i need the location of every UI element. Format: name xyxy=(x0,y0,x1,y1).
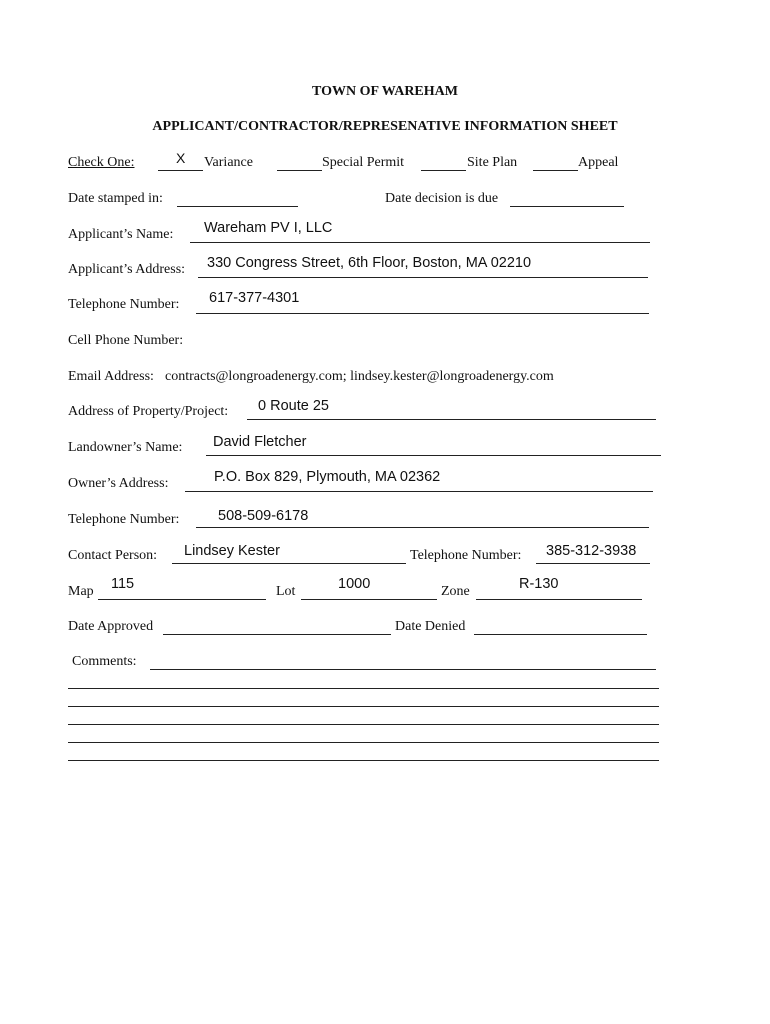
variance-check-mark: X xyxy=(176,150,186,166)
form-subtitle: APPLICANT/CONTRACTOR/REPRESENATIVE INFORMATION SHEET xyxy=(152,119,618,134)
telephone-field[interactable]: 617-377-4301 xyxy=(209,290,300,306)
property-address-underline xyxy=(247,419,656,420)
telephone-label: Telephone Number: xyxy=(68,297,180,312)
owner-address-label: Owner’s Address: xyxy=(68,476,169,491)
appeal-blank[interactable] xyxy=(533,170,578,171)
contact-person-underline xyxy=(172,563,406,564)
applicant-address-field[interactable]: 330 Congress Street, 6th Floor, Boston, MA 02210 xyxy=(207,255,532,271)
contact-person-label: Contact Person: xyxy=(68,548,158,563)
contact-person-field[interactable]: Lindsey Kester xyxy=(184,543,280,559)
comments-label: Comments: xyxy=(72,654,137,669)
option-variance: Variance xyxy=(204,155,253,170)
landowner-name-underline xyxy=(206,455,661,456)
option-appeal: Appeal xyxy=(578,155,619,170)
option-site-plan: Site Plan xyxy=(467,155,518,170)
option-special-permit: Special Permit xyxy=(322,155,405,170)
contact-telephone-label: Telephone Number: xyxy=(410,548,522,563)
contact-telephone-underline xyxy=(536,563,650,564)
email-label: Email Address: xyxy=(68,369,154,384)
property-address-label: Address of Property/Project: xyxy=(68,404,229,419)
contact-telephone-field[interactable]: 385-312-3938 xyxy=(546,543,637,559)
date-stamped-label: Date stamped in: xyxy=(68,191,163,206)
comments-line-1[interactable] xyxy=(150,669,656,670)
owner-telephone-underline xyxy=(196,527,649,528)
comments-line-6[interactable] xyxy=(68,760,659,761)
lot-field[interactable]: 1000 xyxy=(338,576,371,592)
zone-field[interactable]: R-130 xyxy=(519,576,559,592)
comments-line-3[interactable] xyxy=(68,706,659,707)
special-permit-blank[interactable] xyxy=(277,170,322,171)
date-approved-label: Date Approved xyxy=(68,619,154,634)
email-field[interactable]: contracts@longroadenergy.com; lindsey.kester@longroadenergy.com xyxy=(165,369,554,384)
property-address-field[interactable]: 0 Route 25 xyxy=(258,398,329,414)
date-denied-field[interactable] xyxy=(474,634,647,635)
variance-blank[interactable] xyxy=(158,170,203,171)
applicant-address-label: Applicant’s Address: xyxy=(68,262,186,277)
landowner-name-label: Landowner’s Name: xyxy=(68,440,183,455)
date-stamped-field[interactable] xyxy=(177,206,298,207)
telephone-underline xyxy=(196,313,649,314)
date-decision-field[interactable] xyxy=(510,206,624,207)
zone-label: Zone xyxy=(441,584,470,599)
date-denied-label: Date Denied xyxy=(395,619,466,634)
comments-line-2[interactable] xyxy=(68,688,659,689)
owner-address-underline xyxy=(185,491,653,492)
owner-address-field[interactable]: P.O. Box 829, Plymouth, MA 02362 xyxy=(214,469,441,485)
map-field[interactable]: 115 xyxy=(111,576,135,592)
comments-line-4[interactable] xyxy=(68,724,659,725)
map-underline xyxy=(98,599,266,600)
applicant-name-label: Applicant’s Name: xyxy=(68,227,174,242)
landowner-name-field[interactable]: David Fletcher xyxy=(213,434,307,450)
applicant-address-underline xyxy=(198,277,648,278)
date-decision-label: Date decision is due xyxy=(385,191,499,206)
owner-telephone-field[interactable]: 508-509-6178 xyxy=(218,508,309,524)
applicant-name-field[interactable]: Wareham PV I, LLC xyxy=(204,220,333,236)
lot-label: Lot xyxy=(276,584,296,599)
owner-telephone-label: Telephone Number: xyxy=(68,512,180,527)
lot-underline xyxy=(301,599,437,600)
check-one-label: Check One: xyxy=(68,155,135,170)
date-approved-field[interactable] xyxy=(163,634,391,635)
zone-underline xyxy=(476,599,642,600)
map-label: Map xyxy=(68,584,94,599)
form-title: TOWN OF WAREHAM xyxy=(312,84,458,99)
site-plan-blank[interactable] xyxy=(421,170,466,171)
applicant-name-underline xyxy=(190,242,650,243)
cell-phone-label: Cell Phone Number: xyxy=(68,333,184,348)
comments-line-5[interactable] xyxy=(68,742,659,743)
